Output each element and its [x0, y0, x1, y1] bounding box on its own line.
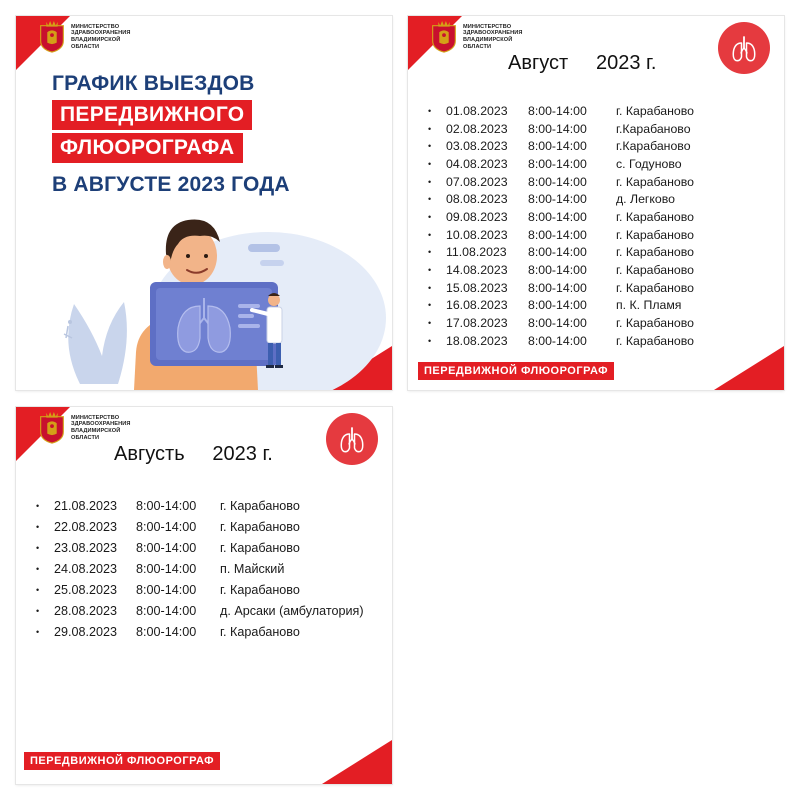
schedule-place: с. Годуново [616, 156, 682, 171]
ministry-header [38, 411, 131, 445]
title-line-4: В АВГУСТЕ 2023 ГОДА [52, 173, 290, 196]
schedule-place: г. Карабаново [616, 103, 694, 118]
schedule-row [428, 208, 694, 226]
bullet-icon: • [428, 141, 432, 152]
schedule-time: 8:00-14:00 [136, 498, 197, 513]
schedule-time: 8:00-14:00 [528, 121, 587, 136]
schedule-date: 09.08.2023 [446, 209, 508, 224]
schedule-place: п. Майский [220, 561, 285, 576]
schedule-row [428, 226, 694, 244]
schedule-time: 8:00-14:00 [136, 604, 197, 619]
bullet-icon: • [428, 211, 432, 222]
schedule-date: 25.08.2023 [54, 582, 118, 597]
schedule-time: 8:00-14:00 [528, 298, 587, 313]
schedule-date: 18.08.2023 [446, 333, 508, 348]
schedule-row [428, 190, 694, 208]
schedule-date: 11.08.2023 [446, 245, 507, 260]
schedule-date: 07.08.2023 [446, 174, 508, 189]
schedule-time: 8:00-14:00 [136, 540, 197, 555]
ministry-label: МИНИСТЕРСТВО ЗДРАВООХРАНЕНИЯ ВЛАДИМИРСКОЙ ОБЛАСТИ [71, 414, 131, 441]
corner-triangle-bottom-right [714, 346, 784, 390]
schedule-list [428, 102, 694, 350]
bullet-icon: • [428, 176, 432, 187]
schedule-row [428, 120, 694, 138]
schedule-date: 01.08.2023 [446, 103, 508, 118]
lungs-badge [718, 22, 770, 74]
schedule-row [36, 579, 364, 600]
schedule-time: 8:00-14:00 [136, 519, 197, 534]
schedule-date: 04.08.2023 [446, 156, 508, 171]
schedule-time: 8:00-14:00 [528, 103, 587, 118]
schedule-row [428, 297, 694, 315]
schedule-list [36, 495, 364, 643]
schedule-place: г. Карабаново [220, 519, 300, 534]
schedule-row [428, 102, 694, 120]
schedule-date: 29.08.2023 [54, 625, 118, 640]
schedule-date: 16.08.2023 [446, 298, 508, 313]
schedule-date: 14.08.2023 [446, 263, 508, 278]
ministry-header [430, 20, 523, 54]
schedule-time: 8:00-14:00 [528, 263, 587, 278]
schedule-place: г. Карабаново [220, 540, 300, 555]
schedule-place: г. Карабаново [616, 263, 694, 278]
ministry-label: МИНИСТЕРСТВО ЗДРАВООХРАНЕНИЯ ВЛАДИМИРСКОЙ ОБЛАСТИ [463, 23, 523, 50]
schedule-time: 8:00-14:00 [528, 333, 587, 348]
bullet-icon: • [36, 500, 40, 511]
schedule-date: 28.08.2023 [54, 604, 118, 619]
schedule-date: 23.08.2023 [54, 540, 118, 555]
ministry-label: МИНИСТЕРСТВО ЗДРАВООХРАНЕНИЯ ВЛАДИМИРСКОЙ ОБЛАСТИ [71, 23, 131, 50]
bullet-icon: • [428, 300, 432, 311]
bullet-icon: • [428, 265, 432, 276]
schedule-time: 8:00-14:00 [528, 192, 587, 207]
footer-label: ПЕРЕДВИЖНОЙ ФЛЮОРОГРАФ [24, 752, 220, 770]
schedule-row [36, 558, 364, 579]
schedule-row [36, 622, 364, 643]
schedule-row [428, 244, 694, 262]
bullet-icon: • [428, 158, 432, 169]
schedule-card-1 [408, 16, 784, 390]
schedule-time: 8:00-14:00 [136, 561, 197, 576]
month-heading: Август 2023 г. [508, 52, 657, 74]
schedule-date: 22.08.2023 [54, 519, 118, 534]
bullet-icon: • [428, 335, 432, 346]
schedule-time: 8:00-14:00 [528, 227, 587, 242]
schedule-date: 17.08.2023 [446, 316, 508, 331]
schedule-date: 08.08.2023 [446, 192, 508, 207]
bullet-icon: • [428, 318, 432, 329]
lungs-icon [338, 424, 366, 454]
schedule-row [36, 516, 364, 537]
bullet-icon: • [428, 282, 432, 293]
schedule-row [428, 137, 694, 155]
bullet-icon: • [428, 105, 432, 116]
bullet-icon: • [36, 584, 40, 595]
fluorography-illustration [46, 206, 392, 390]
schedule-place: г. Карабаново [220, 498, 300, 513]
title-line-3: ФЛЮОРОГРАФА [52, 133, 243, 163]
schedule-date: 03.08.2023 [446, 139, 508, 154]
bullet-icon: • [36, 563, 40, 574]
schedule-row [428, 332, 694, 350]
schedule-place: г. Карабаново [220, 582, 300, 597]
schedule-date: 02.08.2023 [446, 121, 508, 136]
schedule-place: д. Арсаки (амбулатория) [220, 604, 364, 619]
footer-label: ПЕРЕДВИЖНОЙ ФЛЮОРОГРАФ [418, 362, 614, 380]
schedule-time: 8:00-14:00 [136, 582, 197, 597]
schedule-time: 8:00-14:00 [528, 139, 587, 154]
schedule-time: 8:00-14:00 [528, 280, 587, 295]
schedule-time: 8:00-14:00 [528, 174, 587, 189]
ministry-header [38, 20, 131, 54]
bullet-icon: • [428, 247, 432, 258]
schedule-date: 21.08.2023 [54, 498, 118, 513]
schedule-row [428, 155, 694, 173]
schedule-time: 8:00-14:00 [136, 625, 197, 640]
bullet-icon: • [428, 123, 432, 134]
schedule-place: г.Карабаново [616, 121, 691, 136]
bullet-icon: • [428, 229, 432, 240]
schedule-row [428, 173, 694, 191]
schedule-place: г. Карабаново [616, 227, 694, 242]
bullet-icon: • [36, 606, 40, 617]
lungs-icon [730, 33, 758, 63]
schedule-place: г. Карабаново [616, 280, 694, 295]
schedule-place: г. Карабаново [616, 333, 694, 348]
title-line-1: ГРАФИК ВЫЕЗДОВ [52, 72, 255, 95]
schedule-place: г. Карабаново [616, 245, 694, 260]
schedule-card-2 [16, 407, 392, 784]
title-line-2: ПЕРЕДВИЖНОГО [52, 100, 252, 130]
bullet-icon: • [428, 194, 432, 205]
coat-of-arms-icon [430, 20, 458, 54]
schedule-row [36, 600, 364, 621]
bullet-icon: • [36, 542, 40, 553]
bullet-icon: • [36, 521, 40, 532]
schedule-time: 8:00-14:00 [528, 156, 587, 171]
bullet-icon: • [36, 627, 40, 638]
coat-of-arms-icon [38, 411, 66, 445]
schedule-date: 15.08.2023 [446, 280, 508, 295]
schedule-date: 24.08.2023 [54, 561, 118, 576]
schedule-place: г. Карабаново [616, 209, 694, 224]
month-heading: Августь 2023 г. [114, 443, 273, 465]
schedule-time: 8:00-14:00 [528, 316, 587, 331]
lungs-badge [326, 413, 378, 465]
schedule-place: г. Карабаново [616, 316, 694, 331]
schedule-date: 10.08.2023 [446, 227, 508, 242]
schedule-row [36, 537, 364, 558]
intro-card [16, 16, 392, 390]
schedule-row [428, 279, 694, 297]
schedule-time: 8:00-14:00 [528, 245, 587, 260]
schedule-place: г.Карабаново [616, 139, 691, 154]
schedule-place: г. Карабаново [616, 174, 694, 189]
schedule-row [428, 314, 694, 332]
schedule-place: п. К. Пламя [616, 298, 682, 313]
schedule-row [36, 495, 364, 516]
schedule-row [428, 261, 694, 279]
corner-triangle-bottom-right [322, 740, 392, 784]
coat-of-arms-icon [38, 20, 66, 54]
schedule-place: д. Легково [616, 192, 675, 207]
schedule-place: г. Карабаново [220, 625, 300, 640]
schedule-time: 8:00-14:00 [528, 209, 587, 224]
